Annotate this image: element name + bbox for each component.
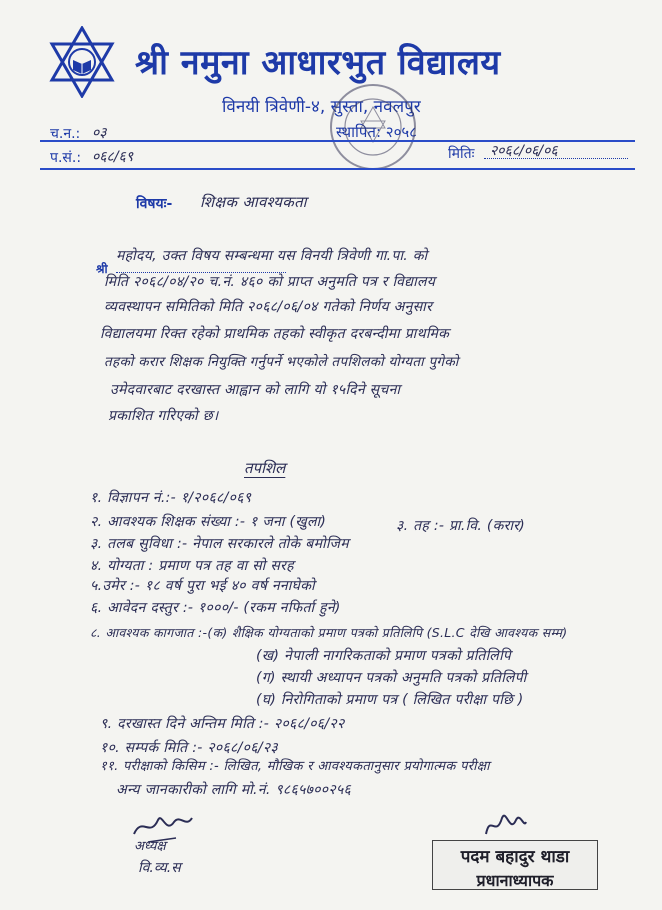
schedule-item: ९. दरखास्त दिने अन्तिम मिति :- २०६८/०६/२२	[100, 716, 345, 732]
school-address: विनयी त्रिवेणी-४, सुस्ता, नवलपुर	[222, 97, 421, 117]
body-line: महोदय, उक्त विषय सम्बन्धमा यस विनयी त्रिवेणी गा.पा. को	[116, 248, 428, 264]
fiscal-value: ०६८/६९	[92, 149, 134, 165]
committee-abbrev: वि.व्य.स	[138, 860, 181, 876]
body-line: मिति २०६८/०४/२० च.नं. ४६० को प्राप्त अनुमति पत्र र विद्यालय	[104, 274, 436, 290]
body-line: विद्यालयमा रिक्त रहेको प्राथमिक तहको स्वीकृत दरबन्दीमा प्राथमिक	[100, 326, 450, 342]
header-rule-bottom	[40, 168, 635, 170]
schedule-item: ६. आवेदन दस्तुर :- १०००/- (रकम नफिर्ता हुने)	[90, 600, 341, 616]
body-line: उमेदवारबाट दरखास्त आह्वान को लागि यो १५दिने सूचना	[110, 382, 401, 398]
chairperson-title: अध्यक्ष	[134, 839, 166, 854]
school-logo-icon	[46, 26, 118, 98]
schedule-item: ३. तलब सुविधा :- नेपाल सरकारले तोके बमोजिम	[90, 536, 349, 552]
addressee-prefix: श्री	[96, 262, 108, 276]
reference-label: च.न.:	[50, 126, 81, 142]
schedule-item: २. आवश्यक शिक्षक संख्या :- १ जना (खुला)	[90, 514, 327, 530]
schedule-item: ८. आवश्यक कागजात :-(क) शैक्षिक योग्यताको प्रमाण पत्रको प्रतिलिपि (S.L.C देखि आवश्यक सम्म)	[90, 625, 568, 640]
fiscal-label: प.सं.:	[50, 150, 82, 166]
schedule-subitem: (ग) स्थायी अध्यापन पत्रको अनुमति पत्रको प्रतिलिपी	[256, 670, 527, 686]
subject-text: शिक्षक आवश्यकता	[200, 193, 307, 211]
schedule-item: १०. सम्पर्क मिति :- २०६८/०६/२३	[100, 740, 278, 756]
headteacher-stamp	[432, 840, 598, 890]
stamp-title: प्रधानाध्यापक	[476, 871, 554, 890]
reference-value: ०३	[92, 125, 107, 141]
schedule-subitem: (ख) नेपाली नागरिकताको प्रमाण पत्रको प्रतिलिपि	[256, 648, 511, 664]
school-seal-icon	[328, 82, 418, 172]
schedule-item: १. विज्ञापन नं.:- १/२०६८/०६९	[90, 490, 252, 506]
date-value: २०६८/०६/०६	[490, 143, 558, 159]
body-line: तहको करार शिक्षक नियुक्ति गर्नुपर्ने भएकोले तपशिलको योग्यता पुगेको	[104, 354, 459, 370]
school-name: श्री नमुना आधारभुत विद्यालय	[135, 43, 501, 83]
subject-label: विषयः-	[136, 196, 173, 212]
schedule-item: ४. योग्यता : प्रमाण पत्र तह वा सो सरह	[90, 558, 294, 574]
schedule-item: ११. परीक्षाको किसिम :- लिखित, मौखिक र आवश्यकतानुसार प्रयोगात्मक परीक्षा	[100, 759, 490, 774]
established-year: स्थापित: २०५८	[336, 123, 417, 141]
date-dotted-line	[484, 158, 628, 159]
schedule-title: तपशिल	[244, 459, 286, 477]
stamp-name: पदम बहादुर थाडा	[460, 847, 570, 867]
schedule-subitem: (घ) निरोगिताको प्रमाण पत्र ( लिखित परीक्षा पछि )	[256, 692, 524, 708]
body-line: प्रकाशित गरिएको छ।	[108, 408, 219, 424]
headteacher-signature	[480, 804, 530, 844]
contact-line: अन्य जानकारीको लागि मो.नं. ९८६५७००२५६	[116, 782, 352, 798]
date-label: मितिः	[448, 146, 475, 162]
schedule-item: ५.उमेर :- १८ वर्ष पुरा भई ४० वर्ष ननाघेको	[90, 578, 315, 594]
schedule-item-extra: ३. तह :- प्रा.वि. (करार)	[396, 518, 526, 534]
body-line: व्यवस्थापन समितिको मिति २०६८/०६/०४ गतेको निर्णय अनुसार	[104, 299, 433, 315]
